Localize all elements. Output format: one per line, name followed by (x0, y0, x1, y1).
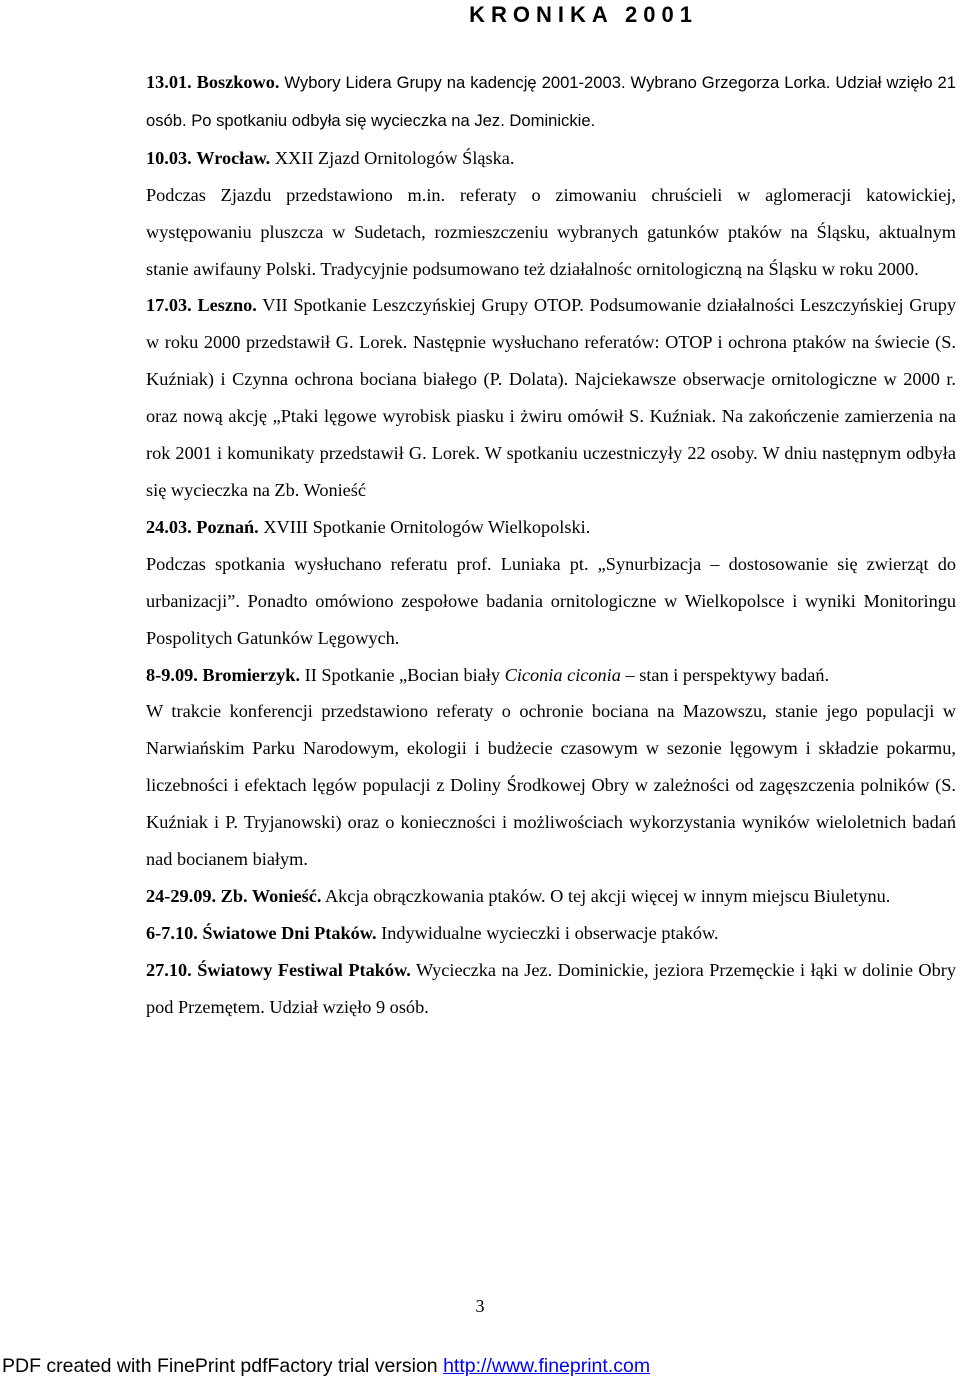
entry-leszno (146, 287, 956, 508)
entry-heading-text: II Spotkanie „Bocian biały (304, 664, 501, 685)
pdf-footer (0, 1352, 960, 1380)
entry-date: 17.03. (146, 295, 192, 316)
entry-text: Wybory Lidera Grupy na kadencję 2001-2003. Wybrano Grzegorza Lorka. Udział wzięło 21 osób. Po spotkaniu odbyła się wycieczka na Jez. Dominickie. (146, 73, 956, 130)
entry-bromierzyk (146, 657, 956, 694)
entry-date: 24-29.09. (146, 885, 217, 906)
entry-heading-text: XXII Zjazd Ornitologów Śląska. (274, 147, 515, 168)
entry-poznan (146, 509, 956, 546)
entry-place: Boszkowo. (196, 72, 280, 92)
footer-link[interactable]: http://www.fineprint.com (443, 1355, 651, 1377)
entry-place: Zb. Wonieść. (220, 885, 322, 906)
entry-text: Akcja obrączkowania ptaków. O tej akcji więcej w innym miejscu Biuletynu. (324, 885, 891, 906)
entry-date: 13.01. (146, 72, 192, 92)
entry-woniesc (146, 878, 956, 915)
entry-text: Indywidualne wycieczki i obserwacje ptaków. (381, 922, 719, 943)
entry-date: 27.10. (146, 959, 192, 980)
species-name: Ciconia ciconia (504, 664, 621, 685)
entry-date: 6-7.10. (146, 922, 198, 943)
chronicle-body (146, 64, 956, 1026)
entry-heading-text-end: – stan i perspektywy badań. (625, 664, 830, 685)
entry-place: Wrocław. (196, 147, 271, 168)
entry-text: Wycieczka na Jez. Dominickie, jeziora Przemęckie i łąki w dolinie Obry pod Przemętem. Udział wzięło 9 osób. (146, 959, 956, 1017)
entry-wroclaw-details: Podczas Zjazdu przedstawiono m.in. referaty o zimowaniu chruścieli w aglomeracji katowickiej, występowaniu pluszcza w Sudetach, rozmieszczeniu wybranych gatunków ptaków na Śląsku, aktualnym stanie awifauny Polski. Tradycyjnie podsumowano też działalnośc ornitologiczną na Śląsku w roku 2000. (146, 184, 956, 279)
entry-boszkowo (146, 64, 956, 140)
entry-date: 10.03. (146, 147, 192, 168)
entry-place: Bromierzyk. (202, 664, 301, 685)
entry-swiatowe-dni-ptakow (146, 915, 956, 952)
entry-place: Leszno. (197, 295, 257, 316)
entry-text: VII Spotkanie Leszczyńskiej Grupy OTOP. Podsumowanie działalności Leszczyńskiej Grupy w roku 2000 przedstawił G. Lorek. Następnie wysłuchano referatów: OTOP i ochrona ptaków na świecie (S. Kuźniak) i Czynna ochrona bociana białego (P. Dolata). Najciekawsze obserwacje ornitologiczne w 2000 r. oraz nową akcję „Ptaki lęgowe wyrobisk piasku i żwiru omówił S. Kuźniak. Na zakończenie zamierzenia na rok 2001 i komunikaty przedstawił G. Lorek. W spotkaniu uczestniczyły 22 osoby. W dniu następnym odbyła się wycieczka na Zb. Wonieść (146, 295, 956, 500)
entry-place: Światowy Festiwal Ptaków. (197, 959, 411, 980)
entry-heading-text: XVIII Spotkanie Ornitologów Wielkopolski. (263, 516, 591, 537)
page-number: 3 (475, 1296, 485, 1316)
entry-poznan-details: Podczas spotkania wysłuchano referatu prof. Luniaka pt. „Synurbizacja – dostosowanie się zwierząt do urbanizacji”. Ponadto omówiono zespołowe badania ornitologiczne w Wielkopolsce i wyniki Monitoringu Pospolitych Gatunków Lęgowych. (146, 553, 956, 648)
entry-swiatowy-festiwal-ptakow (146, 952, 956, 1026)
entry-date: 8-9.09. (146, 664, 198, 685)
footer-text: PDF created with FinePrint pdfFactory trial version (2, 1355, 438, 1377)
entry-date: 24.03. (146, 516, 192, 537)
entry-bromierzyk-details: W trakcie konferencji przedstawiono referaty o ochronie bociana na Mazowszu, stanie jego populacji w Narwiańskim Parku Narodowym, ekologii i budżecie czasowym w sezonie lęgowym i składzie pokarmu, liczebności i efektach lęgów populacji z Doliny Środkowej Obry w zależności od zagęszczenia polników (S. Kuźniak i P. Tryjanowski) oraz o konieczności i możliwościach wykorzystania wyników wieloletnich badań nad bocianem białym. (146, 701, 956, 870)
entry-place: Poznań. (196, 516, 259, 537)
document-header-title: KRONIKA 2001 (469, 2, 698, 27)
entry-place: Światowe Dni Ptaków. (202, 922, 377, 943)
entry-wroclaw (146, 140, 956, 177)
